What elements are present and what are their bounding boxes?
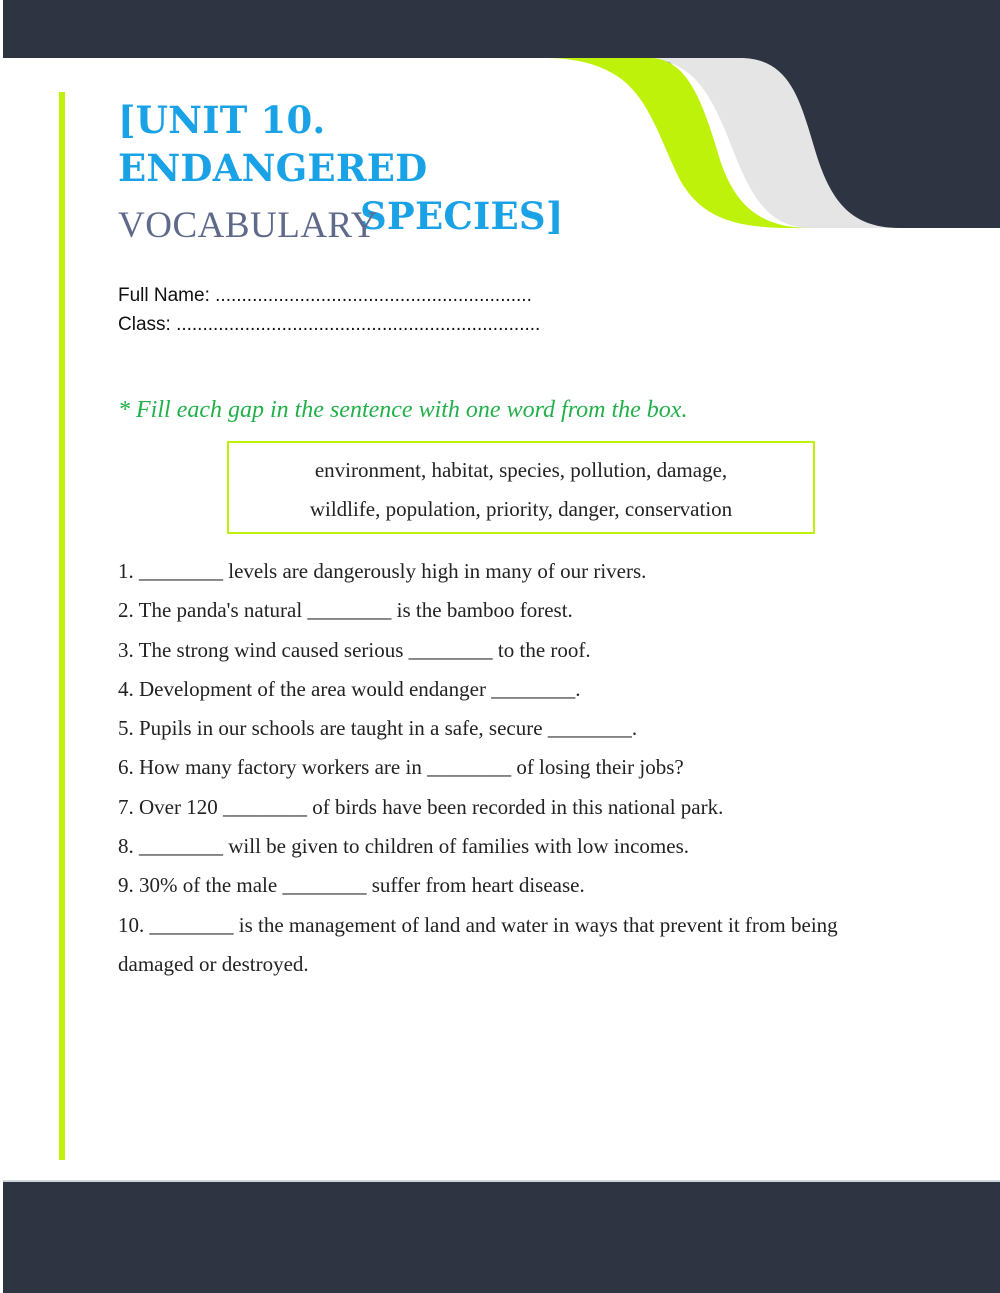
class-field: Class: ..................................................................... xyxy=(118,314,541,335)
full-name-field: Full Name: ............................................................ xyxy=(118,285,532,306)
question-item: 8. ________ will be given to children of families with low incomes. xyxy=(118,834,689,859)
question-item: 7. Over 120 ________ of birds have been recorded in this national park. xyxy=(118,794,724,819)
question-item: 3. The strong wind caused serious ________ to the roof. xyxy=(118,637,591,662)
question-list xyxy=(118,552,888,984)
word-box-line-2: wildlife, population, priority, danger, conservation xyxy=(309,497,733,521)
question-item: 4. Development of the area would endanger ________. xyxy=(118,676,581,701)
instruction-text: * Fill each gap in the sentence with one word from the box. xyxy=(118,397,688,423)
title-line-2: SPECIES] xyxy=(360,194,564,238)
question-item: 2. The panda's natural ________ is the bamboo forest. xyxy=(118,598,573,623)
page-subtitle: VOCABULARY xyxy=(118,205,378,246)
question-item: 5. Pupils in our schools are taught in a safe, secure ________. xyxy=(118,716,638,741)
footer-band xyxy=(3,1180,1000,1293)
question-item: 9. 30% of the male ________ suffer from heart disease. xyxy=(118,873,585,898)
question-item: 10. ________ is the management of land and water in ways that prevent it from being damaged or destroyed. xyxy=(118,912,838,976)
word-box-line-1: environment, habitat, species, pollution, damage, xyxy=(314,458,728,482)
page-edge xyxy=(0,0,3,1291)
question-item: 6. How many factory workers are in ________ of losing their jobs? xyxy=(118,755,684,780)
question-item: 1. ________ levels are dangerously high in many of our rivers. xyxy=(118,559,647,583)
title-line-1: [UNIT 10. ENDANGERED xyxy=(118,98,428,190)
left-accent-bar xyxy=(59,92,65,1160)
word-box xyxy=(227,441,815,534)
